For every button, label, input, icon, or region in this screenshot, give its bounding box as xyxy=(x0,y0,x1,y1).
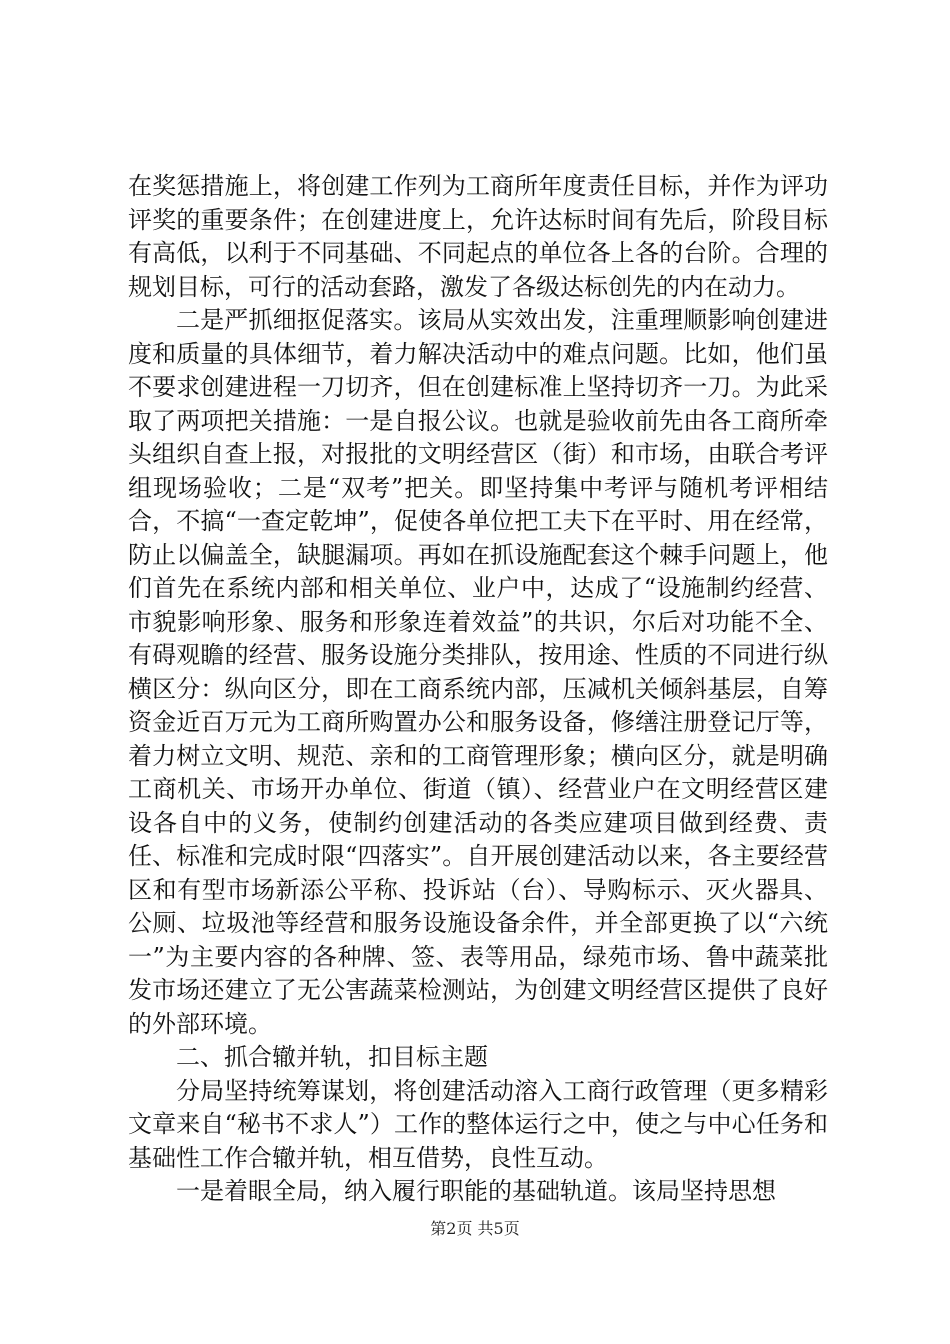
paragraph-2: 二是严抓细抠促落实。该局从实效出发，注重理顺影响创建进度和质量的具体细节，着力解决活动中的难点问题。比如，他们虽不要求创建进程一刀切齐，但在创建标准上坚持切齐一刀。为此采取了两项把关措施：一是自报公议。也就是验收前先由各工商所牵头组织自查上报，对报批的文明经营区（街）和市场，由联合考评组现场验收；二是“双考”把关。即坚持集中考评与随机考评相结合，不搞“一查定乾坤”，促使各单位把工夫下在平时、用在经常，防止以偏盖全，缺腿漏项。再如在抓设施配套这个棘手问题上，他们首先在系统内部和相关单位、业户中，达成了“设施制约经营、市貌影响形象、服务和形象连着效益”的共识，尔后对功能不全、有碍观瞻的经营、服务设施分类排队，按用途、性质的不同进行纵横区分：纵向区分，即在工商系统内部，压减机关倾斜基层，自筹资金近百万元为工商所购置办公和服务设备，修缮注册登记厅等，着力树立文明、规范、亲和的工商管理形象；横向区分，就是明确工商机关、市场开办单位、街道（镇）、经营业户在文明经营区建设各自中的义务，使制约创建活动的各类应建项目做到经费、责任、标准和完成时限“四落实”。自开展创建活动以来，各主要经营区和有型市场新添公平称、投诉站（台）、导购标示、灭火器具、公厕、垃圾池等经营和服务设施设备余件，并全部更换了以“六统一”为主要内容的各种牌、签、表等用品，绿苑市场、鲁中蔬菜批发市场还建立了无公害蔬菜检测站，为创建文明经营区提供了良好的外部环境。 xyxy=(128,306,828,1038)
paragraph-1: 在奖惩措施上，将创建工作列为工商所年度责任目标，并作为评功评奖的重要条件；在创建进度上，允许达标时间有先后，阶段目标有高低，以利于不同基础、不同起点的单位各上各的台阶。合理的规划目标，可行的活动套路，激发了各级达标创先的内在动力。 xyxy=(128,172,828,301)
document-body xyxy=(128,170,828,1209)
section-heading: 二、抓合辙并轨，扣目标主题 xyxy=(176,1043,488,1071)
paragraph-3: 分局坚持统筹谋划，将创建活动溶入工商行政管理（更多精彩文章来自“秘书不求人”）工作的整体运行之中，使之与中心任务和基础性工作合辙并轨，相互借势，良性互动。 xyxy=(128,1076,828,1172)
page-number-footer: 第2页 共5页 xyxy=(430,1219,520,1238)
paragraph-4: 一是着眼全局，纳入履行职能的基础轨道。该局坚持思想 xyxy=(176,1177,776,1205)
